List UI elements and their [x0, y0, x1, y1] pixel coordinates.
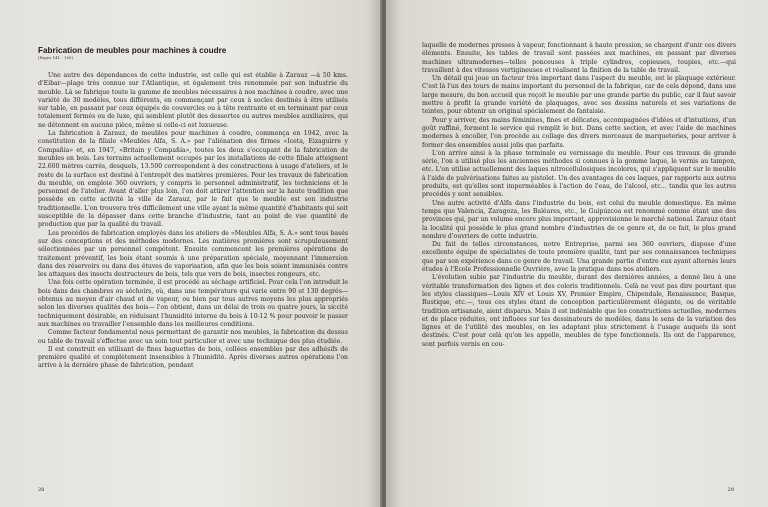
paragraph: Du fait de telles circonstances, notre Entreprise, parmi ses 360 ouvriers, dispose d'une excellente équipe de spécialistes de toute première qualité, tant par ses connaissances techniques que par son expérience dans ce genre de travail. Una grande partie d'entre eux ayant alternés leurs études à l'Ecole Professionnelle Ouvrière, avec la pratique dans nos ateliers. [422, 241, 736, 274]
paragraph: L'évolution subie par l'industrie du meuble, durant des dernières années, a donné lieu à une véritable transformation des lignes et des coloris traditionnels. Celà ne veut pas dire pourtant que les styles classiques—Louis XIV et Louis XV, Premier Empire, Chipendale, Renaissance, Basque, Rustique, etc.—, tous ces styles étant de conception particulièrement élégante, ou de véritable tradition artisanale, aient disparus. Mais il est indéniable que les constructions actuelles, modernes et de place réduites, ont influées sur les dessinateurs de modèles, dans le sens de la variation des lignes et de l'utilité des meubles, en les adaptant plus strictement à l'usage auquels ils sont destinés. C'est pour celà qu'on les appelle, meubles de type fonctionnels. Ils ont de l'apparence, sont parfois vernis en cou- [422, 274, 736, 348]
page-number: 29 [727, 487, 734, 493]
paragraph: Les procédés de fabrication employés dans les ateliers de «Meubles Alfa, S. A.» sont tous basés sur des conceptions et des méthodes modernes. Les matières premières sont scrupuleusement sélectionnées par un personnel compétent. Ensuite commencent les premières opérations de traitement préventif, les bois étant soumis à une préparation spéciale, moyennant l'immersion dans des réservoirs ou dans des étuves de vaporisation, afin que les bois soient immunisés contre les attaques des insects destructeurs de bois, tels que vers de bois, insectes rongeurs, etc. [38, 229, 348, 279]
left-page [0, 0, 382, 507]
page-title: Fabrication de meubles pour machines à coudre [38, 46, 227, 55]
paragraph: Il est construit en utilisant de fines baguettes de bois, collées ensembles par des adhésifs de première qualité et complètement insensibles à l'humidité. Après diverses autres opérations l'on arrive à la dernière phase de fabrication, pendant [38, 345, 348, 370]
paragraph: L'on arrive ainsi à la phase terminale ou vernissage du meuble. Pour ces travaux de grande série, l'on a utilisé plus les anciennes méthodes si connues à la gomme laque, le vernis au tampon, etc. L'on utilise actuellement des laques nitrocellulosiques incolores, qui s'appliquent sur le meuble à l'aide de pulvérisations faites au pistolet. Un des avantages de ces laques, par rapports aux autres produits, est qu'elles sont imperméables à l'action de l'eau, de l'alcool, etc... tandis que les autres procédés y sont sensibles. [422, 149, 736, 199]
paragraph: Pour y arriver, des mains féminines, fines et délicates, accompagnées d'idées et d'intuitions, d'un goût raffiné, forment le service qui remplit le but. Dans cette section, et avec l'aide de machines modernes à encoller, l'on procède au collage des divers morceaux de marqueteries, pour arriver à former des ensembles aussi jolis que parfaits. [422, 116, 736, 149]
paragraph: La fabrication à Zarauz, de meubles pour machines à coudre, commença en 1942, avec la constitution de la filiale «Meubles Alfa, S. A.» par l'aliénation des firmes «Iceta, Eizaguirre y Compañía» et, en 1947, «Britain y Compañía», toutes les deux s'occupant de la fabrication de meubles en bois. Les terrains actuellement occupés par les installations de cette filiale atteignent 22.600 mètres carrés, desquels, 13.500 correspondent à des constructions à usage d'ateliers, et le reste de la surface est destiné à l'entrepôt des matières premières. Pour les travaux de fabrication du meuble, on emploie 360 ouvriers, y compris le personnel administratif, les techniciens et le personnel de l'atelier. Avant d'aller plus loin, l'on doit attirer l'attention sur la haute tradition que possède en cette activité la ville de Zarauz, par le fait que le meuble est son industrie traditionnelle. L'on trouvera très difficilement une ville ayant la même quantité d'habitants qui soit susceptible de la dépasser dans cette branche d'industrie, tant au point de vue quantité de production que par la qualité du travail. [38, 130, 348, 229]
right-page [386, 0, 768, 507]
paragraph: Une autre des dépendances de cette industrie, est celle qui est établie à Zarauz —à 50 kms. d'Eibar—plage très connue sur l'Atlantique, et également très renommée par son industrie du meuble. Là se fabrique toute la gamme de meubles nécessaires à nos machines à coudre, avec une variété de 30 modèles, tous différents, en commençant par ceux à socles destinés à être utilisés sur table, en passant par ceux équipés de couvercles ou à tête rentrante et en terminant par ceux totalement fermés ou de luxe, qui semblent plutôt des dessertes ou autres meubles auxiliaires, qui ne détonnent en aucune pièce, même si celle-ci est luxueuse. [38, 72, 348, 129]
paragraph: Une fois cette opération terminée, il est procédé au séchage artificiel. Pour cela l'on introduit le bois dans des chambres ou séchoirs, où, dans une température qui varie entre 90 et 130 degrés—obtenus au moyen d'air chaud et de vapeur, ou bien par tous autres moyens les plus appropriés selon les diverses qualités des bois— l'on obtient, dans un délai de trois ou quatre jours, la siccité techniquement désirable, en réduisant l'humidité interne du bois à 10-12 % pour pouvoir le passer aux machines ou travailler l'ensemble dans les meilleures conditions. [38, 279, 348, 328]
paragraph: Un détail qui joue un facteur très important dans l'aspect du meuble, est le plaquage extérieur. C'est là l'un des tours de mains important du personnel de la fabrique, car de cela dépend, dans une large mesure, du bon accueil que reçoit le meuble par une grande partie du public, car il faut savoir mettre à profit la grande variété de plaquages, avec ses dessins naturels et ses variations de teintes, pour obtenir un original spécialement de fantaisie. [422, 75, 736, 116]
paragraph: Une autre activité d'Alfa dans l'industrie du bois, est celui du meuble domestique. En même temps que Valencia, Zaragoza, les Baléares, etc., le Guipúzcoa est renommé comme étant une des provinces qui, par un volume encore plus important, approvisionne le marché national. Zarauz étant la localité qui possède le plus grand nombre d'industries de ce genre et, de ce fait, le plus grand nombre d'ouvriers de cette industrie. [422, 199, 736, 240]
page-subtitle: (Pages 141 - 150) [38, 56, 74, 60]
page-number: 28 [38, 487, 45, 493]
paragraph: Comme facteur fondamental nous permettant de garantir nos meubles, la fabrication du dessus ou table de travail s'effectue avec un soin tout particulier et avec une technique des plus étudiée. [38, 329, 348, 345]
paragraph: laquelle de modernes presses à vapeur, fonctionnant à haute pression, se chargent d'unir ces divers éléments. Ensuite, les tables de travail sont passées aux machines, en passant par diverses machines ultramodernes—telles ponceuses à triple cylindres, copieuses, toupies, etc.—qui travaillent à des vitesses vertigineuses et réalisent la finition de la table de travail. [422, 42, 736, 74]
